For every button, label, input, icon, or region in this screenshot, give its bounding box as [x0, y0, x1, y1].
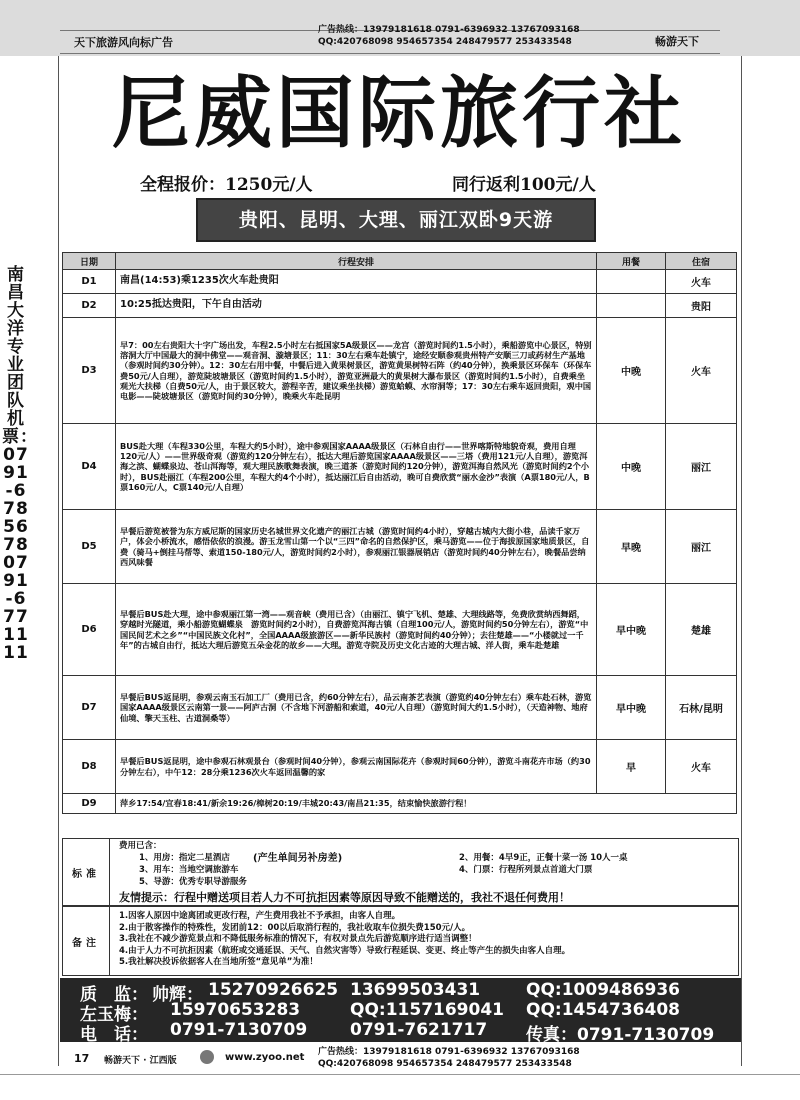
standard-item-meals: 2、用餐：4早9正，正餐十菜一汤 10人一桌: [459, 853, 628, 863]
note-line: 2.由于散客操作的特殊性，发团前12：00以后取消行程的，我社收取车位损失费150元/人。: [119, 922, 471, 933]
footer-rule: [0, 1074, 800, 1075]
magazine-name: 畅游天下 · 江西版: [104, 1056, 177, 1066]
sidebar-ticket-ad: 南昌大洋专业团队机票：0791-6785678 0791-6771111: [2, 265, 38, 663]
notes-section: [62, 906, 739, 976]
row-day: D3: [63, 318, 116, 424]
table-row: [63, 294, 737, 318]
zuo-qq-2: QQ:1454736408: [526, 1000, 680, 1020]
page-number: 17: [74, 1052, 90, 1065]
table-row: [63, 676, 737, 740]
full-price: 全程报价：1250元/人: [140, 175, 313, 195]
row-stay: 火车: [666, 740, 737, 794]
header-schedule: 行程安排: [116, 253, 597, 270]
fax: 传真：0791-7130709: [526, 1025, 715, 1045]
row-meal: 中晚: [597, 424, 666, 510]
row-meal: [597, 294, 666, 318]
row-schedule: 10:25抵达贵阳，下午自由活动: [116, 294, 597, 318]
itinerary-table: [62, 252, 737, 814]
footer-ad-line2: QQ:420768098 954657354 248479577 253433548: [318, 1059, 572, 1069]
peer-rebate: 同行返利100元/人: [452, 175, 596, 195]
contact-block: [60, 978, 741, 1045]
note-line: 4.由于人力不可抗拒因素（航班或交通延误、天气、自然灾害等）导致行程延误、变更、终止等产生的损失由客人自理。: [119, 945, 571, 956]
row-schedule: BUS赴大理（车程330公里，车程大约5小时），途中参观国家AAAA级景区（石林自由行——世界喀斯特地貌奇观，费用自理120元/人）——世界级奇观（游览约120分钟左右），抵达大理后游览国家AAAA级景区——三塔（费用121元/人自理），游览洱海之滨、蝴蝶泉边、苍山洱海等，观大理民族歌舞表演，晚三道茶（游览时间约120分钟），游览洱海自然风光（游览时间约2个小时），BUS赴丽江（车程200公里，车程大约4个小时），抵达丽江后自由活动，晚可自费欣赏“丽水金沙”表演（A票180元/人，B票160元/人，C票140元/人自理）: [116, 424, 597, 510]
row-day: D2: [63, 294, 116, 318]
website: www.zyoo.net: [225, 1052, 305, 1063]
row-day: D4: [63, 424, 116, 510]
row-schedule: 萍乡17:54/宜春18:41/新余19:26/樟树20:19/丰城20:43/南昌21:35，结束愉快旅游行程！: [116, 794, 737, 814]
row-schedule: 早餐后BUS返昆明，途中参观石林观景台（参观时间40分钟），参观云南国际花卉（参观时间60分钟），游览斗南花卉市场（约30分钟左右），中午12：28分乘1236次火车返回温馨的家: [116, 740, 597, 794]
agency-title: 尼威国际旅行社: [111, 68, 686, 159]
header-day: 日期: [63, 253, 116, 270]
table-row: [63, 794, 737, 814]
row-stay: 火车: [666, 270, 737, 294]
table-row: [63, 584, 737, 676]
header-ad-line1: 广告热线：13979181618 0791-6396932 13767093168: [318, 25, 580, 35]
standard-item-room: 1、用房：指定二星酒店: [139, 853, 230, 863]
header-left-text: 天下旅游风向标广告: [74, 36, 173, 49]
notes-label: 备注: [63, 907, 110, 975]
row-meal: 早中晚: [597, 584, 666, 676]
footer-ad-line1: 广告热线：13979181618 0791-6396932 13767093168: [318, 1047, 580, 1057]
left-border-line: [58, 56, 59, 1066]
tour-banner: 贵阳、昆明、大理、丽江双卧9天游: [196, 198, 596, 242]
standard-item-room-note: (产生单间另补房差): [253, 853, 343, 864]
row-meal: 早: [597, 740, 666, 794]
row-meal: 中晚: [597, 318, 666, 424]
table-row: [63, 270, 737, 294]
table-row: [63, 740, 737, 794]
row-stay: 丽江: [666, 424, 737, 510]
row-schedule: 早7：00左右贵阳大十字广场出发，车程2.5小时左右抵国家5A级景区——龙宫（游览时间约1.5小时），乘船游览中心景区，特别溶洞大厅中国最大的洞中佛堂——观音洞、漩塘景区；11：30左右乘车赴镇宁，途经安顺参观贵州特产安顺三刀或药材生产基地（参观时间约30分钟）。12：30左右用中餐，中餐后进入黄果树景区，游览黄果树特石阵（约40分钟），换乘景区环保车（环保车费50元/人自理），游览陡坡塘景区（游览时间约1.5小时），游览亚洲最大的黄果树大瀑布景区（游览时间约1.5小时），自费乘坐观光大扶梯（自费50元/人，由于景区较大，游程辛苦，建议乘坐扶梯）游览蛤蟆、水帘洞等；17：30左右乘车返回贵阳，观中国电影——陡坡塘景区（游览时间约30分钟），晚乘火车赴昆明: [116, 318, 597, 424]
supervisor-label: 质 监：: [80, 985, 148, 1005]
row-stay: 贵阳: [666, 294, 737, 318]
table-row: [63, 510, 737, 584]
table-row: [63, 318, 737, 424]
standard-item-guide: 5、导游：优秀专职导游服务: [139, 877, 247, 887]
page-footer: [60, 1046, 741, 1072]
table-header-row: [63, 253, 737, 270]
supervisor-phone-1: 15270926625: [208, 980, 339, 1000]
supervisor-phone-2: 13699503431: [350, 980, 481, 1000]
contact-row-zuo: [60, 1000, 741, 1025]
header-ad-line2: QQ:420768098 954657354 248479577 253433548: [318, 37, 572, 47]
row-day: D1: [63, 270, 116, 294]
row-meal: 早晚: [597, 510, 666, 584]
footer-ad-hotline: [318, 1046, 580, 1070]
note-line: 1.因客人原因中途离团或更改行程，产生费用我社不予承担，由客人自理。: [119, 911, 401, 921]
standard-item-vehicle: 3、用车：当地空调旅游车: [139, 865, 239, 875]
supervisor-qq: QQ:1009486936: [526, 980, 680, 1000]
right-border-line: [741, 56, 742, 1066]
row-meal: 早中晚: [597, 676, 666, 740]
row-schedule: 早餐后BUS返昆明，参观云南玉石加工厂（费用已含，约60分钟左右），品云南茶艺表演（游览约40分钟左右）乘车赴石林，游览国家AAAA级景区云南第一景——阿庐古洞（不含地下河游船和索道，40元/人自理）（游览时间大约1.5小时），（天造神物、地府仙境、擎天玉柱、古道洞桑等）: [116, 676, 597, 740]
zuo-phone: 15970653283: [170, 1000, 301, 1020]
row-day: D6: [63, 584, 116, 676]
row-schedule: 南昌(14:53)乘1235次火车赴贵阳: [116, 270, 597, 294]
header-right-text: 畅游天下: [655, 35, 699, 48]
row-stay: 石林/昆明: [666, 676, 737, 740]
tel-1: 0791-7130709: [170, 1020, 308, 1040]
header-ad-hotline: [318, 24, 580, 48]
standard-item-tickets: 4、门票：行程所列景点首道大门票: [459, 865, 593, 875]
row-schedule: 早餐后BUS赴大理，途中参观丽江第一湾——观音峡（费用已含）（由丽江、镇宁飞机、楚雄、大理线路等，免费欣赏纳西舞蹈，穿越时光隧道，乘小船游览蝴蝶泉 游览时间约2小时），自费游览洱海古镇（自理100元/人，游览时间约50分钟左右），游览“中国民间艺术之乡”“中国民族文化村”，全国AAAA级旅游区——新华民族村（游览时间约40分钟）；去往楚雄——“小楼就过一千年”的古城自由行，抵达大理后游览五朵金花的故乡——大理。游览寺院及历史文化古迹的大理古城、洋人街，乘车赴楚雄: [116, 584, 597, 676]
top-header-bar: [0, 0, 800, 56]
tel-label: 电 话：: [80, 1025, 148, 1045]
friendly-reminder: 友情提示：行程中赠送项目若人力不可抗拒因素等原因导致不能赠送的，我社不退任何费用！: [119, 891, 570, 904]
row-stay: 丽江: [666, 510, 737, 584]
note-line: 5.我社解决投诉依据客人在当地所签“意见单”为准！: [119, 957, 318, 967]
note-line: 3.我社在不减少游览景点和不降低服务标准的情况下，有权对景点先后游览顺序进行适当调整！: [119, 934, 477, 944]
row-stay: 楚雄: [666, 584, 737, 676]
tel-2: 0791-7621717: [350, 1020, 488, 1040]
zuo-qq-1: QQ:1157169041: [350, 1000, 504, 1020]
row-schedule: 早餐后游览被誉为东方威尼斯的国家历史名城世界文化遗产的丽江古城（游览时间约4小时），穿越古城内大街小巷，品读千家万户，体会小桥流水，感悟依依的浪漫。游玉龙雪山第一个以“三四”命名的自然保护区，乘马游览——位于海拔原国家地质景区，自费（骑马+倒挂马帮等、索道150-180元/人，游览时间约2小时），参观丽江银器展销店（游览时间约40分钟左右），晚餐品尝纳西风味餐: [116, 510, 597, 584]
standard-intro: 费用已含：: [119, 841, 162, 851]
notes-body: [119, 911, 729, 969]
row-stay: 火车: [666, 318, 737, 424]
contact-row-supervisor: [60, 980, 741, 1005]
header-meal: 用餐: [597, 253, 666, 270]
row-day: D9: [63, 794, 116, 814]
header-stay: 住宿: [666, 253, 737, 270]
standard-body: [119, 841, 729, 903]
row-day: D5: [63, 510, 116, 584]
row-meal: [597, 270, 666, 294]
table-row: [63, 424, 737, 510]
supervisor-name: 帅辉：: [152, 985, 203, 1005]
magazine-logo-icon: [200, 1050, 214, 1064]
row-day: D7: [63, 676, 116, 740]
zuo-label: 左玉梅：: [80, 1005, 148, 1025]
row-day: D8: [63, 740, 116, 794]
standard-section: [62, 838, 739, 906]
contact-row-tel: [60, 1020, 741, 1045]
standard-label: 标准: [63, 839, 110, 905]
